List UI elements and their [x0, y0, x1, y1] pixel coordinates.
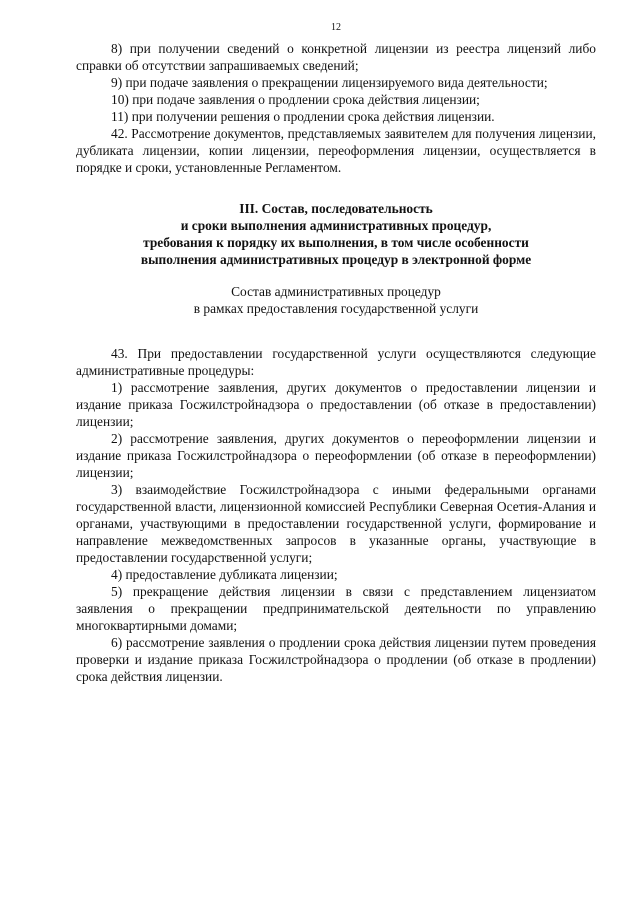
section-heading-line: требования к порядку их выполнения, в том числе особенности [143, 235, 529, 250]
document-page [76, 22, 596, 685]
section-heading-line: и сроки выполнения административных процедур, [180, 218, 492, 233]
paragraph-item-11: 11) при получении решения о продлении срока действия лицензии. [111, 109, 495, 124]
procedure-item-2: 2) рассмотрение заявления, других документов о переоформлении лицензии и издание приказа Госжилстройнадзора о переоформлении (об отказе в переоформлении) лицензии; [76, 431, 596, 480]
section-heading [76, 200, 596, 268]
procedure-item-5: 5) прекращение действия лицензии в связи с представлением лицензиатом заявления о прекращении предпринимательской деятельности по управлению многоквартирными домами; [76, 584, 596, 633]
paragraph-42: 42. Рассмотрение документов, представляемых заявителем для получения лицензии, дубликата лицензии, копии лицензии, переоформления лицензии, осуществляется в порядке и сроки, установленные Регламентом. [76, 126, 596, 175]
procedure-item-1: 1) рассмотрение заявления, других документов о предоставлении лицензии и издание приказа Госжилстройнадзора о предоставлении (об отказе в предоставлении) лицензии; [76, 380, 596, 429]
section-heading-line: выполнения административных процедур в электронной форме [140, 252, 532, 267]
subsection-heading-line: в рамках предоставления государственной услуги [193, 301, 479, 316]
page-number: 12 [331, 22, 341, 33]
subsection-heading [76, 283, 596, 317]
procedure-item-3: 3) взаимодействие Госжилстройнадзора с иными федеральными органами государственной власти, лицензионной комиссией Республики Северная Осетия-Алания и органами, участвующими в предоставлении государственной услуги, формирование и направление межведомственных запросов в указанные органы, участвующие в предоставлении государственной услуги; [76, 482, 596, 565]
subsection-heading-line: Состав административных процедур [231, 284, 441, 299]
paragraph-item-9: 9) при подаче заявления о прекращении лицензируемого вида деятельности; [111, 75, 548, 90]
procedure-item-6: 6) рассмотрение заявления о продлении срока действия лицензии путем проведения проверки и издание приказа Госжилстройнадзора о продлении (об отказе в продлении) срока действия лицензии. [76, 635, 596, 684]
section-heading-line: III. Состав, последовательность [239, 201, 433, 216]
paragraph-item-10: 10) при подаче заявления о продлении срока действия лицензии; [111, 92, 480, 107]
paragraph-43: 43. При предоставлении государственной услуги осуществляются следующие административные процедуры: [76, 346, 596, 378]
procedure-item-4: 4) предоставление дубликата лицензии; [111, 567, 338, 582]
paragraph-item-8: 8) при получении сведений о конкретной лицензии из реестра лицензий либо справки об отсутствии запрашиваемых сведений; [76, 41, 596, 73]
